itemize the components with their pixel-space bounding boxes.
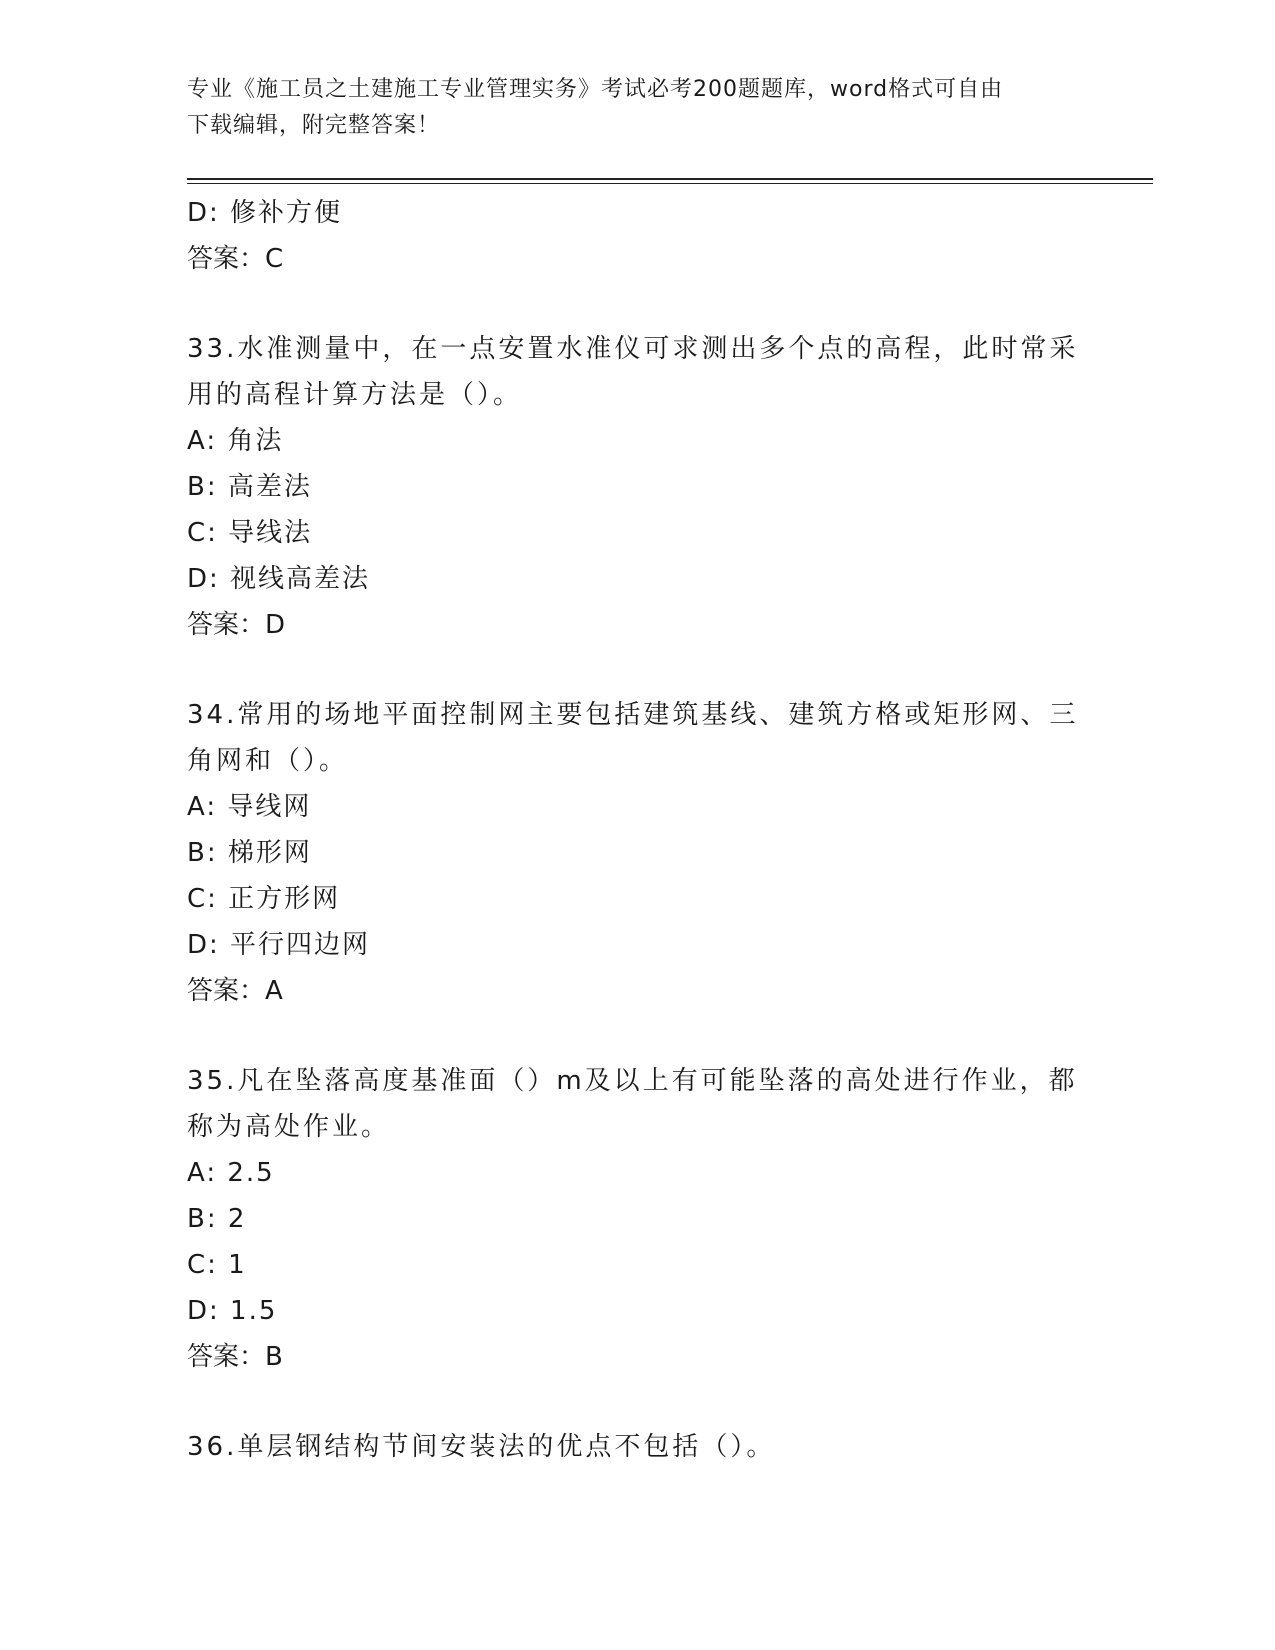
question-text-line1: 36.单层钢结构节间安装法的优点不包括（）。 (187, 1432, 776, 1462)
option-b: B: 高差法 (187, 472, 312, 502)
option-a: A: 角法 (187, 426, 284, 456)
option-b: B: 梯形网 (187, 838, 312, 868)
option-a: A: 导线网 (187, 792, 312, 822)
header-divider-thick (187, 178, 1153, 180)
answer-line: 答案：B (187, 1342, 283, 1372)
option-c: C: 正方形网 (187, 884, 341, 914)
document-header (187, 72, 1067, 144)
question-34 (187, 692, 1087, 1014)
question-text-line1: 34.常用的场地平面控制网主要包括建筑基线、建筑方格或矩形网、三 (187, 700, 1079, 730)
option-d: D: 视线高差法 (187, 564, 371, 594)
option-d: D: 修补方便 (187, 198, 343, 228)
answer-line: 答案：D (187, 610, 286, 640)
question-text-line1: 35.凡在坠落高度基准面（）m及以上有可能坠落的高处进行作业，都 (187, 1066, 1078, 1096)
question-text-line2: 角网和（）。 (187, 746, 349, 776)
question-text-line2: 用的高程计算方法是（）。 (187, 380, 523, 410)
question-35 (187, 1058, 1087, 1380)
answer-line: 答案：C (187, 244, 284, 274)
option-d: D: 平行四边网 (187, 930, 371, 960)
option-d: D: 1.5 (187, 1296, 278, 1326)
question-36 (187, 1424, 1087, 1470)
option-b: B: 2 (187, 1204, 247, 1234)
header-title-line1: 专业《施工员之土建施工专业管理实务》考试必考200题题库，word格式可自由 (187, 77, 1004, 102)
header-title-line2: 下载编辑，附完整答案！ (187, 113, 441, 138)
question-list (187, 190, 1087, 1470)
spacer (187, 1380, 1087, 1424)
option-a: A: 2.5 (187, 1158, 275, 1188)
question-text-line1: 33.水准测量中，在一点安置水准仪可求测出多个点的高程，此时常采 (187, 334, 1079, 364)
answer-line: 答案：A (187, 976, 283, 1006)
option-c: C: 1 (187, 1250, 247, 1280)
option-c: C: 导线法 (187, 518, 313, 548)
header-divider-thin (187, 183, 1153, 184)
spacer (187, 282, 1087, 326)
previous-question-tail (187, 190, 1087, 282)
question-33 (187, 326, 1087, 648)
spacer (187, 1014, 1087, 1058)
question-text-line2: 称为高处作业。 (187, 1112, 391, 1142)
spacer (187, 648, 1087, 692)
